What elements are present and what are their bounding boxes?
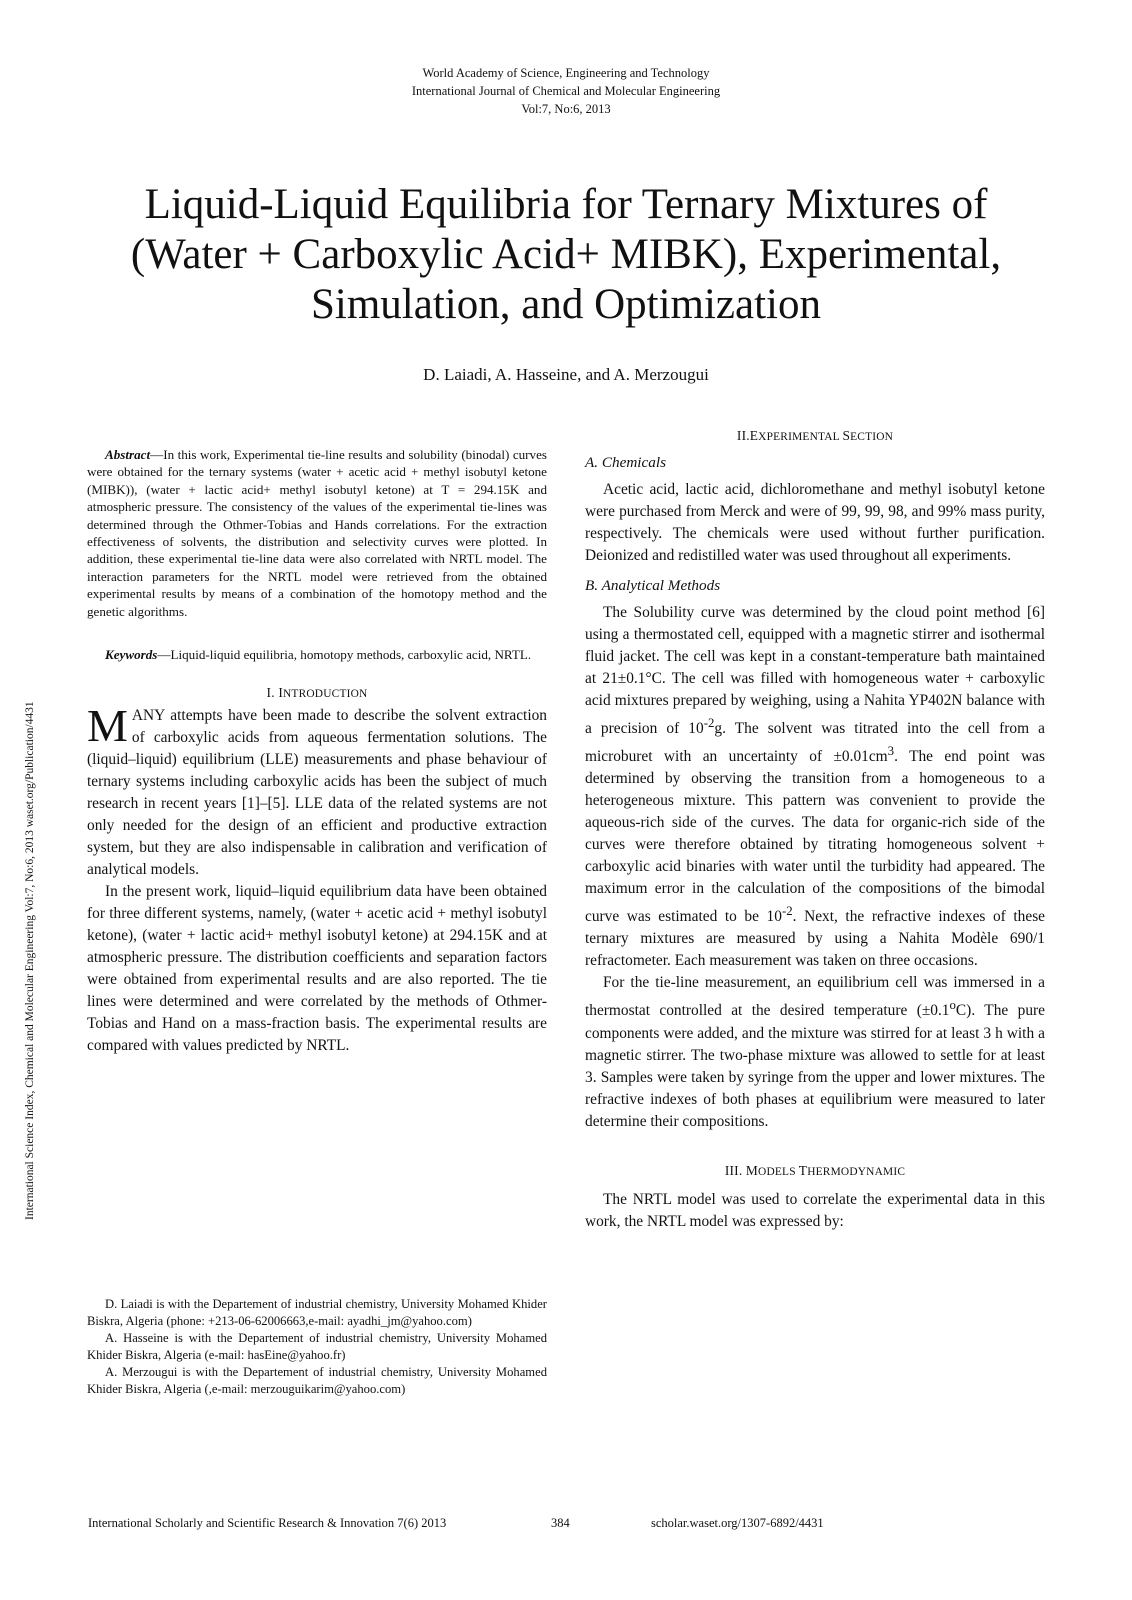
title-line3: Simulation, and Optimization (311, 281, 821, 328)
analytical-paragraph: The Solubility curve was determined by the cloud point method [6] using a thermostated cell, equipped with a magnetic stirrer and isothermal fluid jacket. The cell was kept in a constant-temperature bath maintained at 21±0.1°C. The cell was filled with homogeneous water + carboxylic acid mixtures prepared by weighing, using a Nahita YP402N balance with a precision of $10^{-2}g$. The solvent was titrated into the cell from a microburet with an uncertainty of $\pm 0.01cm^3$. The end point was determined by observing the transition from a homogeneous to a heterogeneous mixture. This pattern was convenient to provide the aqueous-rich side of the curves. The data for organic-rich side of the curves were therefore obtained by titrating homogeneous solvent + carboxylic acid binaries with water until the turbidity had appeared. The maximum error in the calculation of the compositions of the bimodal curve was estimated to be $10^{-2}$. Next, the refractive indexes of these ternary mixtures are measured by using a Nahita Modèle 690/1 refractometer. Each measurement was taken on three occasions. (585, 604, 1046, 970)
left-column (87, 446, 547, 1057)
drop-cap: M (87, 700, 128, 752)
keywords (87, 646, 547, 663)
page-number: 384 (551, 1516, 570, 1530)
title-line1: Liquid-Liquid Equilibria for Ternary Mixtures of (144, 181, 988, 228)
subheading-chemicals: A. Chemicals (585, 454, 666, 471)
section-heading-models: III. MODELS THERMODYNAMIC (724, 1162, 906, 1178)
introduction-paragraph-2: In the present work, liquid–liquid equilibrium data have been obtained for three different systems, namely, (water + acetic acid + methyl isobutyl ketone), (water + lactic acid+ methyl isobutyl ketone) at 294.15K and at atmospheric pressure. The distribution coefficients and separation factors were obtained from experimental results and are also reported. The tie lines were determined and were correlated by the methods of Othmer-Tobias and Hand on a mass-fraction basis. The experimental results are compared with values predicted by NRTL. (87, 883, 547, 1055)
subheading-analytical-methods: B. Analytical Methods (585, 577, 721, 594)
footer-publisher: International Scholarly and Scientific Research & Innovation 7(6) 2013 (88, 1516, 447, 1530)
abstract (87, 446, 547, 620)
keywords-label: Keywords (105, 647, 158, 663)
section-heading-introduction: I. INTRODUCTION (266, 685, 368, 701)
tieline-paragraph: For the tie-line measurement, an equilibrium cell was immersed in a thermostat controlled at the desired temperature $(\pm 0.1^oC)$. The pure components were added, and the mixture was stirred for at least 3 h with a magnetic stirrer. The two-phase mixture was allowed to settle for at least 3. Samples were taken by syringe from the upper and lower mixtures. The refractive indexes of both phases at equilibrium were measured to later determine their compositions. (585, 974, 1045, 1130)
title-line2: (Water + Carboxylic Acid+ MIBK), Experimental, (130, 231, 1002, 278)
journal-header-line1: World Academy of Science, Engineering and Technology (422, 66, 710, 80)
models-paragraph: The NRTL model was used to correlate the experimental data in this work, the NRTL model was expressed by: (585, 1190, 1045, 1230)
side-margin-text: International Science Index, Chemical and Molecular Engineering Vol:7, No:6, 2013 waset.org/Publication/4431 (24, 701, 36, 1220)
keywords-text: —Liquid-liquid equilibria, homotopy methods, carboxylic acid, NRTL. (157, 647, 532, 663)
footer-url: scholar.waset.org/1307-6892/4431 (651, 1516, 824, 1530)
abstract-label: Abstract (105, 447, 151, 462)
author-footnotes (87, 1296, 547, 1399)
footnote-merzougui: A. Merzougui is with the Departement of industrial chemistry, University Mohamed Khider Biskra, Algeria (,e-mail: merzouguikarim@yahoo.com) (87, 1365, 547, 1396)
right-column (585, 428, 1045, 1233)
authors: D. Laiadi, A. Hasseine, and A. Merzougui (423, 365, 709, 384)
footnote-laiadi: D. Laiadi is with the Departement of industrial chemistry, University Mohamed Khider Biskra, Algeria (phone: +213-06-62006663,e-mail: ayadhi_jm@yahoo.com) (87, 1297, 547, 1328)
journal-header (0, 64, 1132, 118)
section-heading-experimental: II.EXPERIMENTAL SECTION (736, 428, 894, 443)
abstract-text: —In this work, Experimental tie-line results and solubility (binodal) curves were obtained for the ternary systems (water + acetic acid + methyl isobutyl ketone (MIBK)), (water + lactic acid+ methyl isobutyl ketone) at T = 294.15K and atmospheric pressure. The consistency of the values of the experimental tie-lines was determined through the Othmer-Tobias and Hands correlations. For the extraction effectiveness of solvents, the distribution and selectivity curves were plotted. In addition, these experimental tie-line data were also correlated with NRTL model. The interaction parameters for the NRTL model were retrieved from the obtained experimental results by means of a combination of the homotopy method and the genetic algorithms. (87, 447, 547, 619)
journal-header-line2: International Journal of Chemical and Molecular Engineering (411, 84, 721, 98)
journal-header-line3: Vol:7, No:6, 2013 (521, 102, 611, 116)
footnote-hasseine: A. Hasseine is with the Departement of industrial chemistry, University Mohamed Khider Biskra, Algeria (e-mail: hasEine@yahoo.fr) (87, 1331, 547, 1362)
paper-title (100, 180, 1032, 330)
introduction-paragraph-1: MANY attempts have been made to describe the solvent extraction of carboxylic acids from aqueous fermentation solutions. The (liquid–liquid) equilibrium (LLE) measurements and phase behaviour of ternary systems including carboxylic acids has been the subject of much research in recent years [1]–[5]. LLE data of the related systems are not only needed for the design of an efficient and productive extraction system, but they are also indispensable in calibration and verification of analytical models. (87, 700, 547, 879)
chemicals-paragraph: Acetic acid, lactic acid, dichloromethane and methyl isobutyl ketone were purchased from Merck and were of 99, 99, 98, and 99% mass purity, respectively. The chemicals were used without further purification. Deionized and redistilled water was used throughout all experiments. (585, 481, 1045, 564)
